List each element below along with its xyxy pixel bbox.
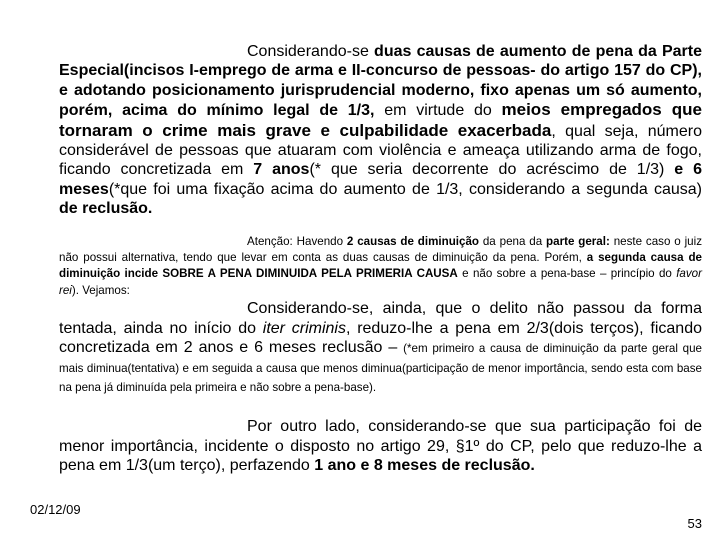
p2-text-4: e não sobre a pena-base – princípio do xyxy=(457,267,677,281)
p1-text-4: (* que seria decorrente do acréscimo de 1/3) xyxy=(309,161,675,179)
p2-bold-parte-geral: parte geral: xyxy=(546,234,610,248)
p1-text-5: (*que foi uma fixação acima do aumento de 1/3, considerando a segunda causa) xyxy=(108,180,702,198)
p1-text-3: , qual seja, número considerável de pessoas que atuaram com violência e ameaça utilizando arma de fogo, ficando concretizada em xyxy=(59,122,703,179)
paragraph-participacao xyxy=(59,417,702,475)
p1-bold-6-meses: e 6 meses xyxy=(59,161,703,198)
p1-bold-meios: meios empregados que tornaram o crime mais grave e culpabilidade exacerbada xyxy=(59,100,703,140)
p2-text-5: ). Vejamos: xyxy=(71,283,130,297)
p1-text-1: Considerando-se xyxy=(247,43,375,60)
p1-text-2: em virtude do xyxy=(374,102,502,120)
p2-text-3: neste caso o juiz não possui alternativa, tendo que levar em conta as duas causas de diminuição da pena. Porém, xyxy=(59,234,702,265)
slide-body xyxy=(59,42,702,476)
footer-date: 02/12/09 xyxy=(30,502,81,517)
p3-text-2: , reduzo-lhe a pena em 2/3(dois terços), ficando concretizada em 2 anos e 6 meses reclusão – xyxy=(59,319,702,357)
p1-bold-causas: duas causas de aumento de pena da Parte Especial(incisos I-emprego de arma e II-concurso de pessoas- do artigo 157 do CP), e adotando posicionamento jurisprudencial moderno, fixo apenas um só aumento, porém, acima do mínimo legal de 1/3, xyxy=(59,43,703,120)
paragraph-aumento-pena xyxy=(59,42,702,219)
paragraph-atencao-diminuicao xyxy=(59,234,702,300)
p1-bold-7-anos: 7 anos xyxy=(253,161,310,179)
p2-bold-2-causas: 2 causas de diminuição xyxy=(346,234,479,248)
p3-note: (*em primeiro a causa de diminuição da parte geral que mais diminua(tentativa) e em seguida a causa que menos diminua(participação de menor importância, sendo esta com base na pena já diminuída pela primeira e não sobre a pena-base). xyxy=(59,342,702,394)
p4-bold-1-ano-8-meses: 1 ano e 8 meses de reclusão. xyxy=(314,457,535,475)
p1-bold-reclusao: de reclusão. xyxy=(59,200,153,218)
slide-number: 53 xyxy=(687,516,702,531)
p3-italic-iter-criminis: iter criminis xyxy=(262,319,346,337)
p4-text-1: Por outro lado, considerando-se que sua participação foi de menor importância, incidente o disposto no artigo 29, §1º do CP, pelo que reduzo-lhe a pena em 1/3(um terço), perfazendo xyxy=(59,418,702,475)
p3-text-1: Considerando-se, ainda, que o delito não passou da forma tentada, ainda no início do xyxy=(59,300,702,337)
p2-text-2: da pena da xyxy=(479,234,547,248)
p2-bold-segunda-causa: a segunda causa de diminuição incide SOBRE A PENA DIMINUIDA PELA PRIMERIA CAUSA xyxy=(59,251,702,281)
paragraph-tentativa xyxy=(59,299,702,396)
p2-italic-favor-rei: favor rei xyxy=(59,267,702,297)
p2-text-1: Atenção: Havendo xyxy=(247,234,347,248)
